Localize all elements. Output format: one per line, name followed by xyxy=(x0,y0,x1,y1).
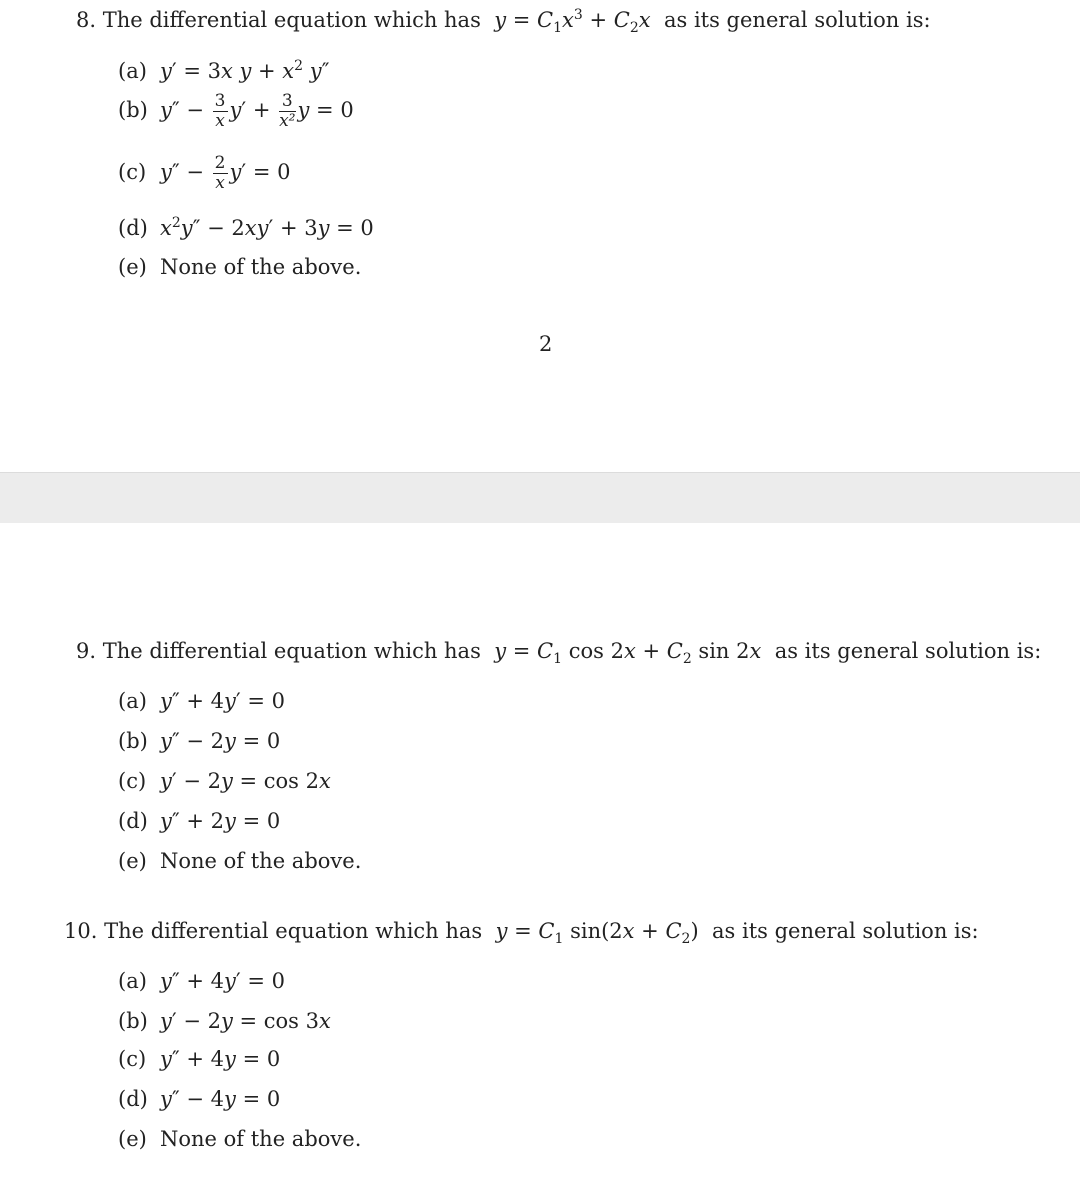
question-text-tail: as its general solution is: xyxy=(712,919,979,943)
option-e[interactable]: (e) None of the above. xyxy=(118,849,362,873)
option-b[interactable]: (b) y′ − 2y = cos 3x xyxy=(118,1009,331,1033)
document-page-bottom xyxy=(0,523,1080,1182)
option-d[interactable]: (d) $x^2y'' - 2xy' + 3y = 0$ xyxy=(118,215,374,240)
question-text: The differential equation which has xyxy=(102,639,481,663)
option-e[interactable]: (e) None of the above. xyxy=(118,255,362,279)
option-a[interactable]: (a) y″ + 4y′ = 0 xyxy=(118,689,285,713)
question-10: 10. The differential equation which has $y = C_1$ $\sin(2x + C_2)$ as its general solution is: xyxy=(64,919,979,948)
question-number: 8. xyxy=(76,8,97,32)
question-number: 10. xyxy=(64,919,98,943)
question-text-tail: as its general solution is: xyxy=(774,639,1042,663)
option-d[interactable]: (d) y″ − 4y = 0 xyxy=(118,1087,281,1111)
general-solution: y xyxy=(494,8,507,32)
page-number: 2 xyxy=(539,332,553,356)
option-b[interactable]: (b) y″ − $\frac{3}{x}$ y′ + $\frac{3}{\text{x²}}$ y = 0 xyxy=(118,91,354,131)
question-8: 8. The differential equation which has $y = C_1x^3 + C_2x$ as its general solution is: xyxy=(76,7,931,37)
question-number: 9. xyxy=(76,639,97,663)
option-b[interactable]: (b) y″ − 2y = 0 xyxy=(118,729,281,753)
document-page-top xyxy=(0,0,1080,472)
option-c[interactable]: (c) y″ − $\frac{2}{x}$ y′ = 0 xyxy=(118,153,291,193)
option-e[interactable]: (e) None of the above. xyxy=(118,1127,362,1151)
question-9: 9. The differential equation which has $y = C_1$ $\cos 2x + C_2$ sin 2x as its general solution is: xyxy=(76,639,1042,668)
question-text-tail: as its general solution is: xyxy=(663,8,931,32)
option-d[interactable]: (d) y″ + 2y = 0 xyxy=(118,809,281,833)
option-a[interactable]: (a) y″ + 4y′ = 0 xyxy=(118,969,285,993)
option-c[interactable]: (c) y′ − 2y = cos 2x xyxy=(118,769,331,793)
page-separator xyxy=(0,472,1080,524)
question-text: The differential equation which has xyxy=(104,919,483,943)
option-c[interactable]: (c) y″ + 4y = 0 xyxy=(118,1047,281,1071)
question-text: The differential equation which has xyxy=(102,8,481,32)
option-a[interactable]: (a) y′ = 3x $y + x^2$ y″ xyxy=(118,58,330,83)
